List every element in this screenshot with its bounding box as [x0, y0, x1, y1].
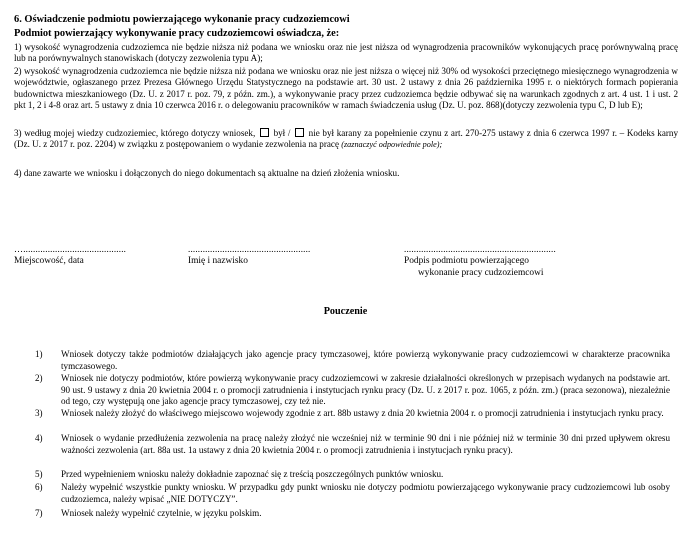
- signature-label-line1: Podpis podmiotu powierzającego: [404, 256, 529, 266]
- declaration-4: 4) dane zawarte we wniosku i dołączonych do niego dokumentach są aktualne na dzień złożenia wniosku.: [14, 168, 400, 178]
- declaration-3-intro: 3) według mojej wiedzy cudzoziemiec, którego dotyczy wniosek,: [14, 128, 256, 138]
- option-nie-byl-label: nie był karany za popełnienie czynu z art. 270-275 ustawy z dnia 6 czerwca 1997 r. – Kodeks karny (Dz. U. z 2017 r. poz. 2204) w związku z postępowaniem o wydanie zezwolenia na pracę: [14, 128, 678, 150]
- declaration-2: 2) wysokość wynagrodzenia cudzoziemca nie będzie niższa niż podana we wniosku oraz nie jest niższa o więcej niż 30% od wysokości przeciętnego miesięcznego wynagrodzenia w województwie, ogłaszanego przez Prezesa Głównego Urzędu Statystycznego na podstawie art. 30 ust. 2 ustawy z dnia 26 października 1995 r. o niektórych formach popierania budownictwa mieszkaniowego (Dz. U. z 2017 r. poz. 79, z późn. zm.), a wykonywanie pracy przez cudzoziemca będzie odbywać się na warunkach zgodnych z art. 4 ust. 1 i ust. 2 pkt 1, 2 i 4-8 oraz art. 5 ustawy z dnia 10 czerwca 2016 r. o delegowaniu pracowników w ramach świadczenia usług (Dz. U. poz. 868)(dotyczy zezwolenia typu C, D lub E);: [14, 66, 678, 111]
- section-title: 6. Oświadczenie podmiotu powierzającego wykonanie pracy cudzoziemcowi: [14, 14, 350, 25]
- place-date-line[interactable]: …..........................................: [14, 244, 127, 254]
- section-subtitle: Podmiot powierzający wykonywanie pracy cudzoziemcowi oświadcza, że:: [14, 28, 340, 39]
- name-label: Imię i nazwisko: [188, 256, 248, 266]
- declaration-3-note: (zaznaczyć odpowiednie pole);: [341, 140, 443, 150]
- form-page: 6. Oświadczenie podmiotu powierzającego wykonanie pracy cudzoziemcowi Podmiot powierzający wykonywanie pracy cudzoziemcowi oświadcza, że: 1) wysokość wynagrodzenia cudzoziemca nie będzie niższa niż podana we wniosku oraz nie jest niższa od wynagrodzenia pracowników wykonujących pracę porównywalną pracę lub na porównywalnych stanowiskach (dotyczy zezwolenia typu A); 2) wysokość wynagrodzenia cudzoziemca nie będzie niższa niż podana we wniosku oraz nie jest niższa o więcej niż 30% od wysokości przeciętnego miesięcznego wynagrodzenia w województwie, ogłaszanego przez Prezesa Głównego Urzędu Statystycznego na podstawie art. 30 ust. 2 ustawy z dnia 26 października 1995 r. o niektórych formach popierania budownictwa mieszkaniowego (Dz. U. z 2017 r. poz. 79, z późn. zm.), a wykonywanie pracy przez cudzoziemca będzie odbywać się na warunkach zgodnych z art. 4 ust. 1 i ust. 2 pkt 1, 2 i 4-8 oraz art. 5 ustawy z dnia 10 czerwca 2016 r. o delegowaniu pracowników w ramach świadczenia usług (Dz. U. poz. 868)(dotyczy zezwolenia typu C, D lub E); 3) według mojej wiedzy cudzoziemiec, którego dotyczy wniosek, był / nie był karany za popełnienie czynu z art. 270-275 ustawy z dnia 6 czerwca 1997 r. – Kodeks karny (Dz. U. z 2017 r. poz. 2204) w związku z postępowaniem o wydanie zezwolenia na pracę (zaznaczyć odpowiednie pole); 4) dane zawarte we wniosku i dołączonych do niego dokumentach są aktualne na dzień złożenia wniosku. ….......................................... Miejscowość, data .................................................. Imię i nazwisko .............................................................. Podpis podmiotu powierzającego wykonanie pracy cudzoziemcowi Pouczenie 1) Wniosek dotyczy także podmiotów działających jako agencje pracy tymczasowej, które powierzą wykonywanie pracy cudzoziemcowi w charakterze pracownika tymczasowego. 2) Wniosek nie dotyczy podmiotów, które powierzą wykonywanie pracy cudzoziemcowi w zakresie działalności określonych w przepisach wydanych na podstawie art. 90 ust. 9 ustawy z dnia 20 kwietnia 2004 r. o promocji zatrudnienia i instytucjach rynku pracy (Dz. U. z 2017 r. poz. 1065, z późn. zm.) (praca sezonowa), niezależnie od tego, czy występują one jako agencje pracy tymczasowej, czy też nie. 3) Wniosek należy złożyć do właściwego miejscowo wojewody zgodnie z art. 88b ustawy z dnia 20 kwietnia 2004 r. o promocji zatrudnienia i instytucjach rynku pracy. 4) Wniosek o wydanie przedłużenia zezwolenia na pracę należy złożyć nie wcześniej niż w terminie 90 dni i nie później niż w terminie 30 dni przed upływem okresu ważności zezwolenia (art. 88a ust. 1a ustawy z dnia 20 kwietnia 2004 r. o promocji zatrudnienia i instytucjach rynku pracy). 5) Przed wypełnieniem wniosku należy dokładnie zapoznać się z treścią poszczególnych punktów wniosku. 6) Należy wypełnić wszystkie punkty wniosku. W przypadku gdy punkt wniosku nie dotyczy podmiotu powierzającego wykonywanie pracy cudzoziemcowi lub osoby cudzoziemca, należy wpisać „NIE DOTYCZY”. 7) Wniosek należy wypełnić czytelnie, w języku polskim.: [0, 0, 691, 537]
- signature-label: [404, 255, 543, 279]
- place-date-label: Miejscowość, data: [14, 256, 84, 266]
- name-line[interactable]: ..................................................: [188, 244, 311, 254]
- signature-line[interactable]: ..............................................................: [404, 244, 556, 254]
- signature-label-line2: wykonanie pracy cudzoziemcowi: [418, 268, 544, 278]
- declaration-1: 1) wysokość wynagrodzenia cudzoziemca nie będzie niższa niż podana we wniosku oraz nie jest niższa od wynagrodzenia pracowników wykonujących pracę porównywalną pracę lub na porównywalnych stanowiskach (dotyczy zezwolenia typu A);: [14, 42, 678, 64]
- instructions-title: Pouczenie: [323, 306, 368, 317]
- option-byl-label: był /: [273, 128, 291, 138]
- option-nie-byl-checkbox[interactable]: [295, 128, 304, 137]
- option-byl-checkbox[interactable]: [260, 128, 269, 137]
- declaration-3: [14, 128, 678, 151]
